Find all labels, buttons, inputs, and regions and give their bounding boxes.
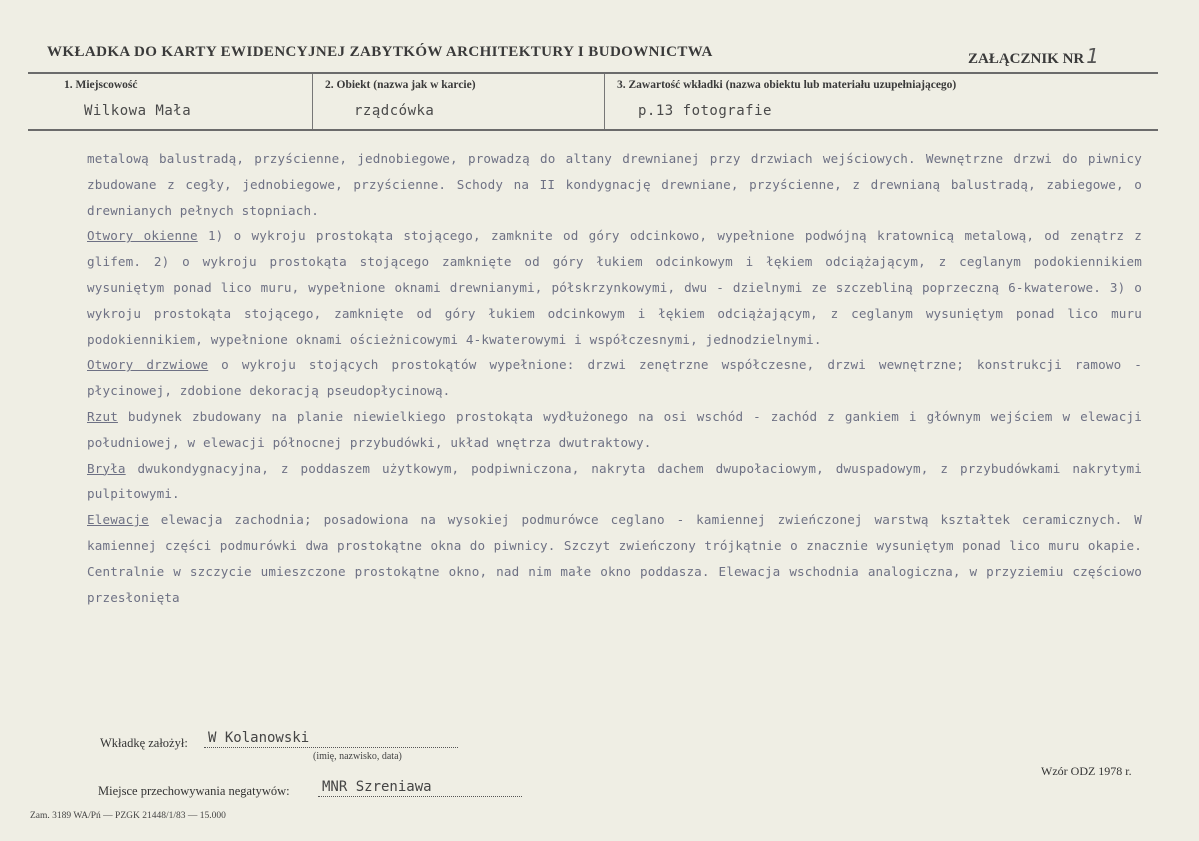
doors-heading: Otwory drzwiowe <box>87 357 209 373</box>
doors-paragraph: Otwory drzwiowe o wykroju stojących prostokątów wypełnione: drzwi zenętrzne współczesne, drzwi wewnętrzne; konstrukcji ramowo - płycinowej, zdobione dekoracją pseudopłycinową. <box>87 357 1142 399</box>
negatives-label: Miejsce przechowywania negatywów: <box>98 784 290 798</box>
plan-heading: Rzut <box>87 408 118 424</box>
windows-paragraph: Otwory okienne 1) o wykroju prostokąta stojącego, zamknite od góry odcinkowo, wypełnione podwójną kratownicą metalową, od zenątrz z glifem. 2) o wykroju prostokąta stojącego zamknięte od góry łukiem odcinkowym i łękiem odciążającym, z ceglanym podokiennikiem wysuniętym ponad lico muru, wypełnione oknami drewnianymi, półskrzynkowymi, dwu - dzielnymi ze szczebliną poprzeczną 6-kwaterowe. 3) o wykroju prostokąta stojącego, zamknięte od góry łukiem odcinkowym i łękiem odciążającym, z ceglanym wysuniętym ponad lico muru podokiennikiem, wypełnione oknami ościeżnicowymi 4-kwaterowymi i współczesnymi, jednodzielnymi. <box>87 228 1143 347</box>
windows-heading: Otwory okienne <box>87 228 198 244</box>
header-bottom-rule <box>28 129 1158 131</box>
elevations-heading: Elewacje <box>87 512 149 528</box>
content-value: p.13 fotografie <box>638 103 772 119</box>
author-label: Wkładkę założył: <box>100 736 188 750</box>
plan-paragraph: Rzut budynek zbudowany na planie niewielkiego prostokąta wydłużonego na osi wschód - zachód z gankiem i głównym wejściem w elewacji południowej, w elewacji północnej przybudówki, układ wnętrza dwutraktowy. <box>87 408 1142 450</box>
description-body <box>87 146 1142 610</box>
locality-label: 1. Miejscowość <box>64 79 138 91</box>
object-label: 2. Obiekt (nazwa jak w karcie) <box>325 79 476 91</box>
attachment-label: ZAŁĄCZNIK NR <box>968 51 1085 67</box>
elevations-paragraph: Elewacje elewacja zachodnia; posadowiona na wysokiej podmurówce ceglano - kamiennej zwieńczonej warstwą kształtek ceramicznych. W kamiennej części podmurówki dwa prostokątne okna do piwnicy. Szczyt zwieńczony trójkątnie o znacznie wysuniętym ponad lico muru okapie. Centralnie w szczycie umieszczone prostokątne okno, nad nim małe okno poddasza. Elewacja wschodnia analogiczna, w przyziemiu częściowo przesłonięta <box>87 512 1142 605</box>
author-value: W Kolanowski <box>204 730 458 748</box>
print-code: Zam. 3189 WA/Pń — PZGK 21448/1/83 — 15.000 <box>30 811 226 821</box>
attachment-number-value: 1 <box>1086 44 1099 68</box>
content-label: 3. Zawartość wkładki (nazwa obiektu lub materiału uzupełniającego) <box>617 79 957 91</box>
form-title: WKŁADKA DO KARTY EWIDENCYJNEJ ZABYTKÓW ARCHITEKTURY I BUDOWNICTWA <box>47 44 713 60</box>
object-value: rządcówka <box>354 103 435 119</box>
stairs-paragraph: metalową balustradą, przyścienne, jednobiegowe, prowadzą do altany drewnianej przy drzwiach wejściowych. Wewnętrzne drzwi do piwnicy zbudowane z cegły, jednobiegowe, przyścienne. Schody na II kondygnację drewniane, przyścienne, z drewnianą balustradą, zabiegowe, o drewnianych pełnych stopniach. <box>87 151 1142 218</box>
column-divider <box>604 74 605 129</box>
massing-heading: Bryła <box>87 460 126 476</box>
author-note: (imię, nazwisko, data) <box>313 751 402 762</box>
attachment-number <box>968 44 1099 68</box>
form-model: Wzór ODZ 1978 r. <box>1041 764 1132 778</box>
negatives-value: MNR Szreniawa <box>318 779 522 797</box>
header-top-rule <box>28 72 1158 74</box>
locality-value: Wilkowa Mała <box>84 103 192 119</box>
column-divider <box>312 74 313 129</box>
massing-paragraph: Bryła dwukondygnacyjna, z poddaszem użytkowym, podpiwniczona, nakryta dachem dwupołaciowym, dwuspadowym, z przybudówkami nakrytymi pulpitowymi. <box>87 460 1142 502</box>
